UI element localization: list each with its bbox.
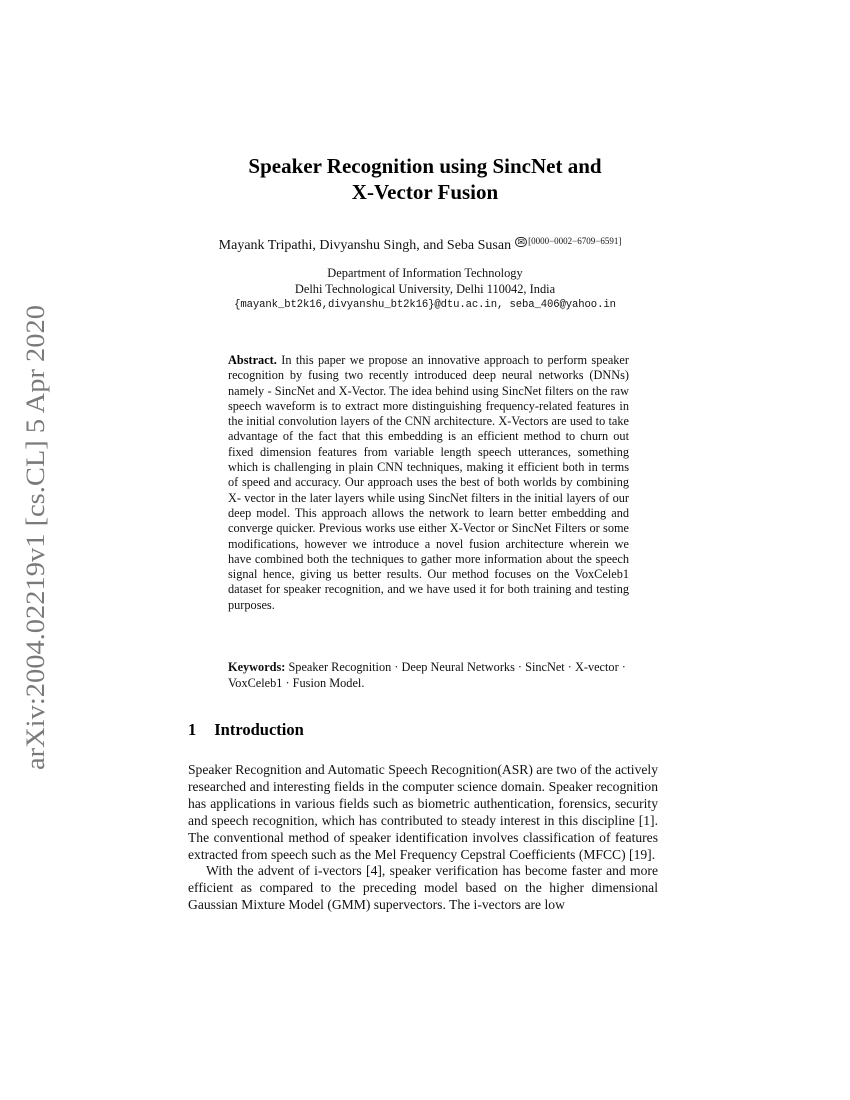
author-line [120,232,720,255]
paragraph: With the advent of i-vectors [4], speaker verification has become faster and more efficient as compared to the preceding model based on the higher dimensional Gaussian Mixture Model (GMM) supervectors. The i-vectors are low [188,863,658,913]
keywords [228,659,629,691]
university: Delhi Technological University, Delhi 110042, India [294,282,556,296]
orcid-id: [0000−0002−6709−6591] [528,236,622,246]
author-emails: {mayank_bt2k16,divyanshu_bt2k16}@dtu.ac.in, seba_406@yahoo.in [234,299,616,311]
title-line-2: X-Vector Fusion [351,180,499,204]
section-title: Introduction [214,720,304,739]
introduction-body [188,762,658,914]
arxiv-stamp-text: arXiv:2004.02219v1 [cs.CL] 5 Apr 2020 [20,337,50,770]
abstract-label: Abstract. [228,353,277,367]
section-heading [188,720,304,740]
paper-title [170,153,680,205]
keywords-label: Keywords: [228,660,286,674]
envelope-icon: ✉ [515,237,527,247]
paragraph: Speaker Recognition and Automatic Speech Recognition(ASR) are two of the actively researched and interesting fields in the computer science domain. Speaker recognition has applications in various fields such as biometric authentication, forensics, security and speech recognition, which has contributed to steady interest in this discipline [1]. The conventional method of speaker identification involves classification of features extracted from speech such as the Mel Frequency Cepstral Coefficients (MFCC) [19]. [188,762,658,862]
keywords-text: Speaker Recognition · Deep Neural Networks · SincNet · X-vector · VoxCeleb1 · Fusion Model. [228,660,626,690]
author-names: Mayank Tripathi, Divyanshu Singh, and Seba Susan [218,238,512,253]
section-number: 1 [188,720,197,739]
arxiv-stamp [6,300,54,780]
abstract [228,353,629,613]
abstract-text: In this paper we propose an innovative approach to perform speaker recognition by fusing two recently introduced deep neural networks (DNNs) namely - SincNet and X-Vector. The idea behind using SincNet filters on the raw speech waveform is to extract more distinguishing frequency-related features in the initial convolution layers of the CNN architecture. X-Vectors are used to take advantage of the fact that this embedding is an efficient method to churn out fixed dimension features from variable length speech utterances, something which is challenging in plain CNN techniques, making it efficient both in terms of speed and accuracy. Our approach uses the best of both worlds by combining X- vector in the later layers while using SincNet filters in the initial layers of our deep model. This approach allows the network to learn better embedding and converge quicker. Previous works use either X-Vector or SincNet Filters or some modifications, however we introduce a novel fusion architecture wherein we have combined both the techniques to gather more information about the speech signal hence, giving us better results. Our method focuses on the VoxCeleb1 dataset for speaker recognition, and we have used it for both training and testing purposes. [228,353,629,612]
title-line-1: Speaker Recognition using SincNet and [248,154,602,178]
affiliation-block [150,265,700,313]
department: Department of Information Technology [327,266,523,280]
